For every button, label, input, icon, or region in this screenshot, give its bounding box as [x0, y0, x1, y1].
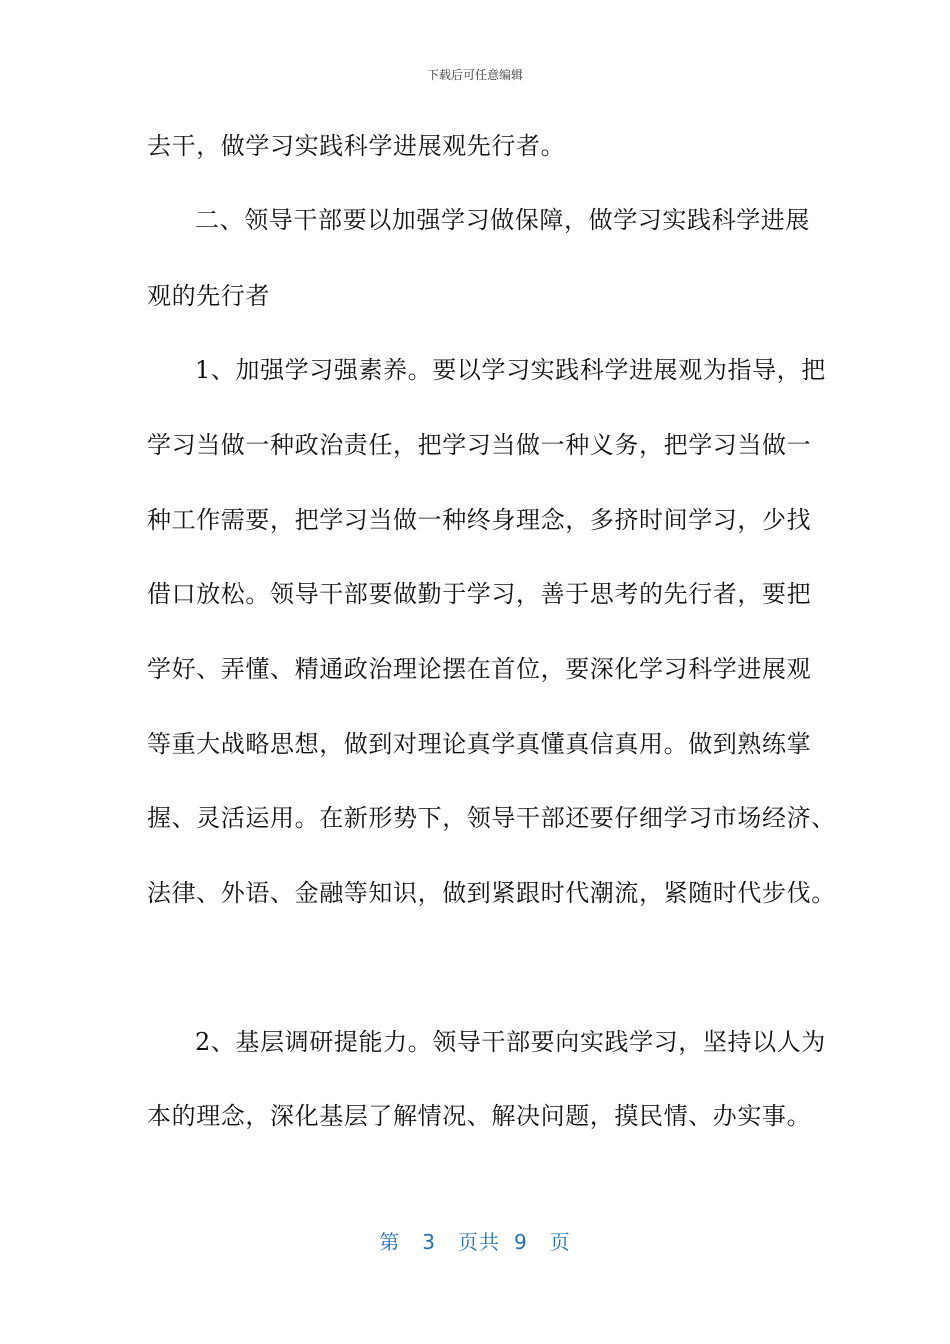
- body-line: 法律、外语、金融等知识，做到紧跟时代潮流，紧随时代步伐。: [147, 879, 836, 907]
- page-number-footer: [0, 1226, 950, 1255]
- body-line: 握、灵活运用。在新形势下，领导干部还要仔细学习市场经济、: [147, 804, 836, 832]
- section-heading-line: 观的先行者: [147, 282, 270, 310]
- body-line: 学习当做一种政治责任，把学习当做一种义务，把学习当做一: [147, 431, 812, 459]
- body-line: 本的理念，深化基层了解情况、解决问题，摸民情、办实事。: [147, 1102, 812, 1130]
- body-line: 借口放松。领导干部要做勤于学习，善于思考的先行者，要把: [147, 580, 812, 608]
- page-label-suffix: 页: [549, 1230, 571, 1254]
- body-line: 学好、弄懂、精通政治理论摆在首位，要深化学习科学进展观: [147, 655, 812, 683]
- section-heading-line: 二、领导干部要以加强学习做保障，做学习实践科学进展: [195, 206, 810, 234]
- page-label-prefix: 第: [379, 1230, 401, 1254]
- body-line: 2、基层调研提能力。领导干部要向实践学习，坚持以人为: [195, 1028, 826, 1056]
- page-header-note: 下载后可任意编辑: [426, 68, 523, 82]
- page-label-middle: 页共: [458, 1230, 500, 1254]
- total-page-count: 9: [514, 1230, 528, 1254]
- body-line: 去干，做学习实践科学进展观先行者。: [147, 132, 566, 160]
- current-page-number: 3: [422, 1230, 436, 1254]
- body-line: 种工作需要，把学习当做一种终身理念，多挤时间学习，少找: [147, 506, 812, 534]
- body-line: 等重大战略思想，做到对理论真学真懂真信真用。做到熟练掌: [147, 730, 812, 758]
- body-line: 1、加强学习强素养。要以学习实践科学进展观为指导，把: [195, 356, 826, 384]
